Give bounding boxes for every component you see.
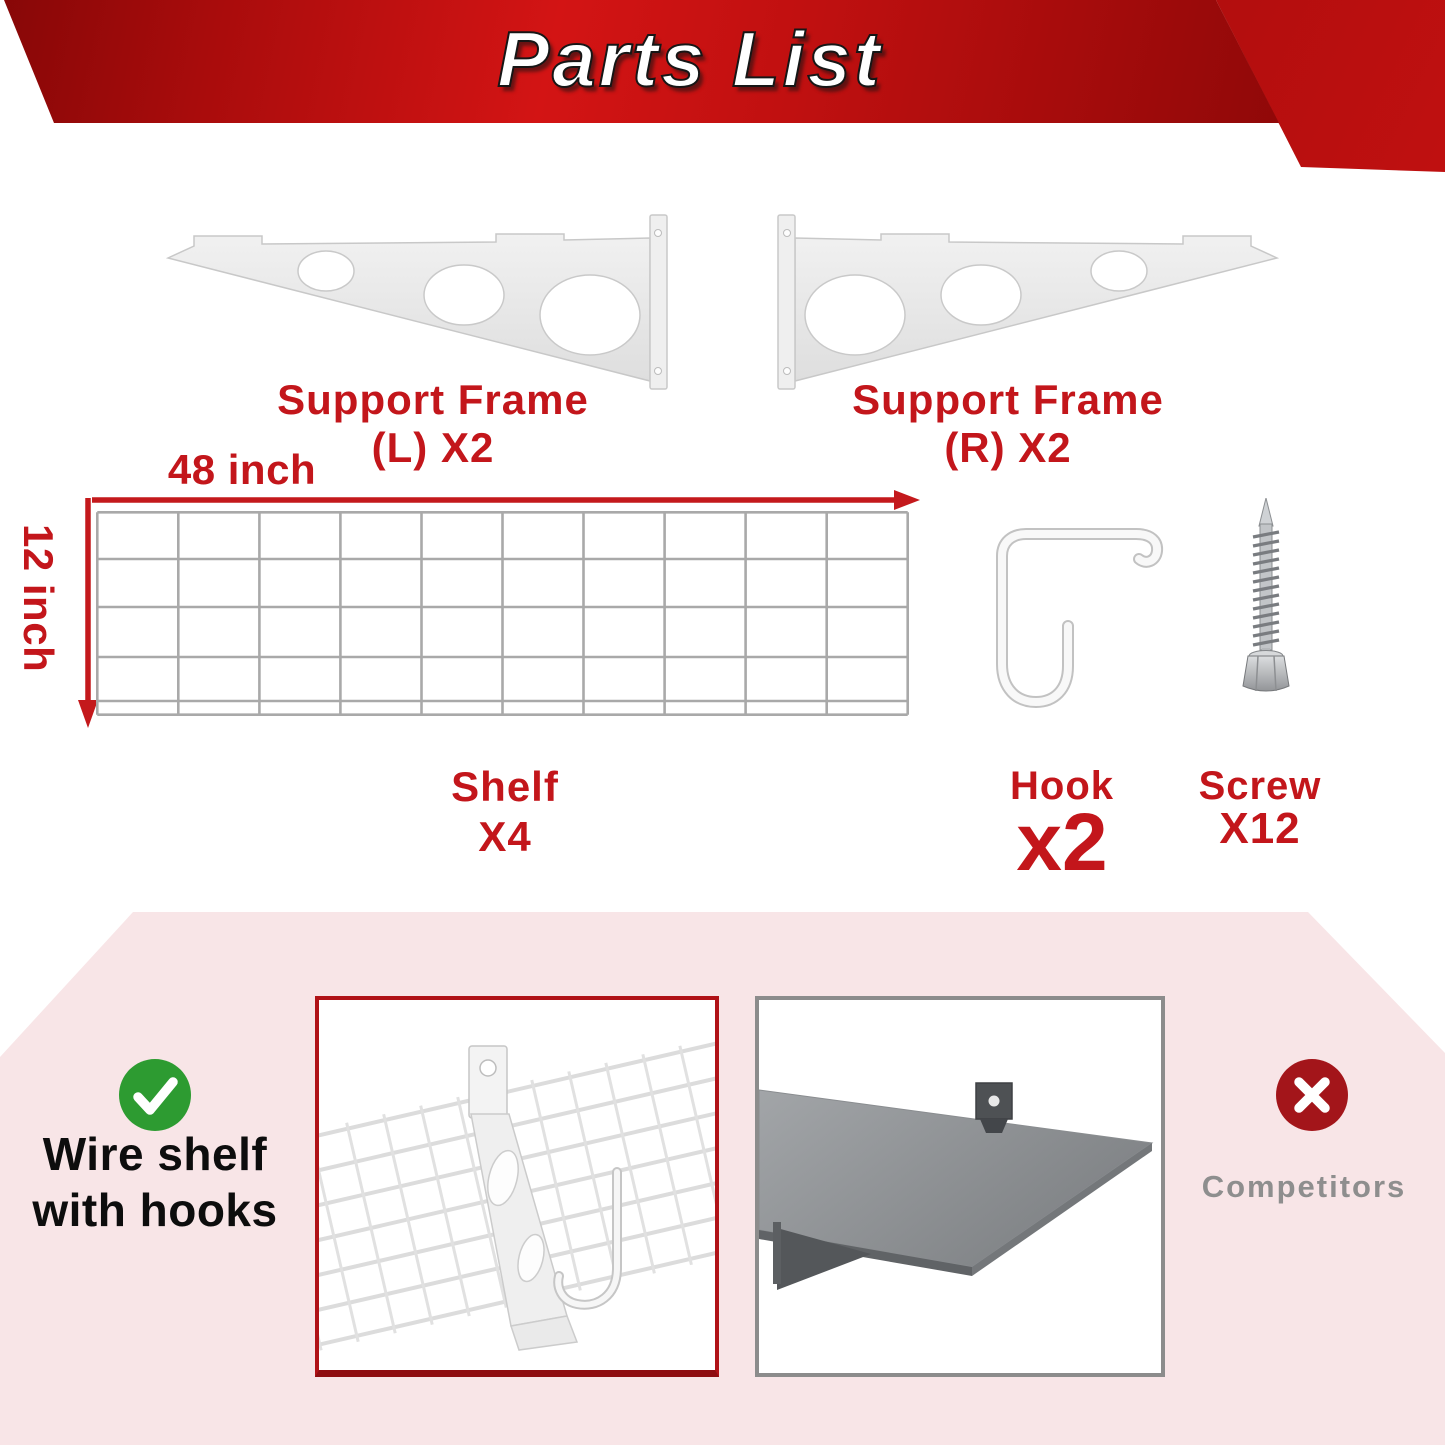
bracket-flange	[778, 215, 795, 389]
screw-qty: X12	[1219, 804, 1301, 853]
good-option-label-line2: with hooks	[32, 1184, 278, 1236]
good-option-label-line1: Wire shelf	[42, 1128, 268, 1180]
shelf-width-label: 48 inch	[167, 446, 317, 493]
page-title: Parts List	[497, 15, 883, 103]
wire-shelf-photo	[315, 996, 719, 1377]
wire-shelf-illustration	[319, 1000, 715, 1370]
competitors-label: Competitors	[1201, 1169, 1407, 1204]
shelf-label	[355, 762, 655, 862]
support-frame-right-image	[759, 203, 1279, 393]
wire-shelf-grid-image	[96, 511, 909, 716]
support-frame-left-image	[166, 203, 686, 393]
competitor-shelf-photo	[755, 996, 1165, 1377]
bracket-flange	[650, 215, 667, 389]
screw-label: Screw	[1198, 764, 1322, 808]
support-frame-left-label-line1: Support Frame	[277, 376, 589, 423]
support-frame-right-label	[808, 376, 1208, 472]
hook-image	[988, 498, 1168, 716]
screw-image	[1237, 498, 1295, 712]
check-icon	[119, 1059, 191, 1131]
width-dimension-arrow	[86, 489, 922, 511]
good-option-label	[5, 1126, 305, 1238]
shelf-height-label: 12 inch	[15, 524, 62, 673]
shelf-label-line1: Shelf	[451, 763, 559, 810]
shelf-label-line2: X4	[478, 813, 532, 860]
hook-qty: x2	[1016, 797, 1108, 888]
support-frame-right-label-line2: (R) X2	[944, 424, 1072, 471]
competitor-shelf-illustration	[759, 1000, 1161, 1370]
support-frame-right-label-line1: Support Frame	[852, 376, 1164, 423]
support-frame-left-label-line2: (L) X2	[371, 424, 495, 471]
hook-label: Hook	[1010, 764, 1114, 808]
x-icon	[1276, 1059, 1348, 1131]
